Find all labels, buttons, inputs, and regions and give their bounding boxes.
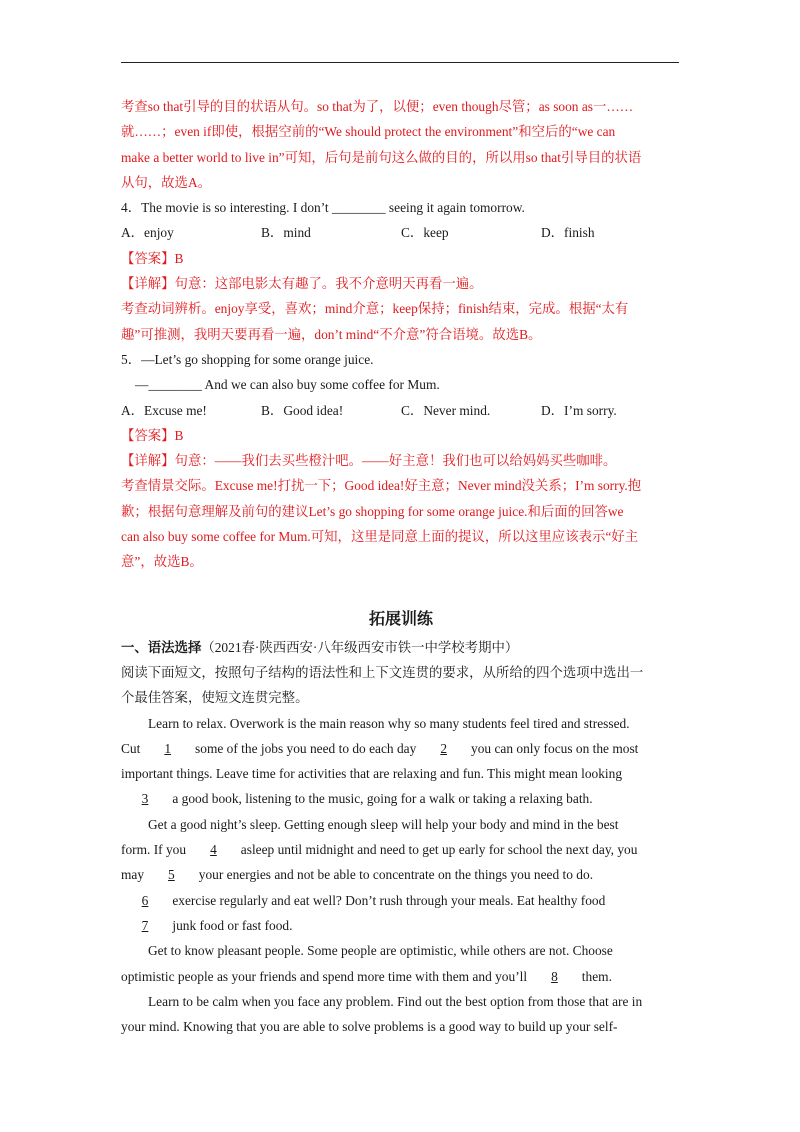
- q5-stem-1: 5．—Let’s go shopping for some orange juice.: [121, 351, 374, 367]
- passage-line: [121, 888, 681, 913]
- q4-explain-line: 【详解】句意：这部电影太有趣了。我不介意明天再看一遍。: [121, 276, 483, 292]
- blank-8[interactable]: 8: [551, 968, 558, 984]
- passage-text: asleep until midnight and need to get up early for school the next day, you: [237, 842, 638, 858]
- q5-options: [121, 398, 681, 423]
- q5-explain-line: can also buy some coffee for Mum.可知，这里是同意上面的提议，所以这里应该表示“好主: [121, 529, 639, 545]
- q4-option-a: A．enjoy: [121, 225, 174, 241]
- passage-line: Learn to be calm when you face any problem. Find out the best option from those that are in: [148, 993, 643, 1009]
- passage-text: them.: [578, 968, 612, 984]
- blank-2[interactable]: 2: [440, 740, 448, 756]
- q5-explain-line: 歉；根据句意理解及前句的建议Let’s go shopping for some orange juice.和后面的回答we: [121, 503, 624, 519]
- q3-explain-line: 就……；even if即使，根据空前的“We should protect the environment”和空后的“we can: [121, 124, 616, 140]
- blank-1[interactable]: 1: [164, 740, 172, 756]
- q4-answer: 【答案】B: [121, 250, 184, 266]
- blank-3[interactable]: 3: [141, 791, 149, 807]
- passage-text: a good book, listening to the music, going for a walk or taking a relaxing bath.: [169, 791, 593, 807]
- header-rule: [121, 62, 679, 63]
- passage-line: your mind. Knowing that you are able to solve problems is a good way to build up your self-: [121, 1019, 618, 1035]
- passage-text: Cut: [121, 740, 144, 756]
- instruction-line: 阅读下面短文，按照句子结构的语法性和上下文连贯的要求，从所给的四个选项中选出一: [121, 664, 644, 680]
- q3-explain-line: make a better world to live in”可知，后句是前句这么做的目的，所以用so that引导目的状语: [121, 149, 642, 165]
- passage-text: exercise regularly and eat well? Don’t rush through your meals. Eat healthy food: [169, 892, 606, 908]
- section-heading: [121, 635, 681, 660]
- q3-explain-line: 考查so that引导的目的状语从句。so that为了，以便；even though尽管；as soon as一……: [121, 99, 634, 114]
- q5-option-c: C．Never mind.: [401, 402, 491, 418]
- passage-line: [121, 913, 681, 938]
- passage-text: junk food or fast food.: [169, 917, 293, 933]
- passage-line: [121, 736, 681, 761]
- q5-answer: 【答案】B: [121, 427, 184, 443]
- q4-option-d: D．finish: [541, 225, 595, 241]
- q4-explain-line: 考查动词辨析。enjoy享受，喜欢；mind介意；keep保持；finish结束，完成。根据“太有: [121, 301, 629, 317]
- passage-line: Learn to relax. Overwork is the main reason why so many students feel tired and stressed.: [148, 715, 630, 731]
- passage-text: your energies and not be able to concentrate on the things you need to do.: [195, 867, 594, 883]
- q5-option-a: A．Excuse me!: [121, 402, 207, 418]
- blank-5[interactable]: 5: [168, 867, 175, 883]
- passage-line: important things. Leave time for activities that are relaxing and fun. This might mean looking: [121, 766, 623, 782]
- blank-6[interactable]: 6: [141, 892, 149, 908]
- passage-line: Get a good night’s sleep. Getting enough sleep will help your body and mind in the best: [148, 816, 619, 832]
- q5-explain-line: 意”，故选B。: [121, 554, 203, 570]
- section-title: 拓展训练: [368, 610, 433, 628]
- q4-options: [121, 220, 681, 245]
- q5-explain-line: 考查情景交际。Excuse me!打扰一下；Good idea!好主意；Never mind没关系；I’m sorry.抱: [121, 478, 642, 494]
- passage-text: may: [121, 867, 148, 883]
- page-content: [121, 94, 681, 1039]
- blank-4[interactable]: 4: [210, 842, 217, 858]
- q4-stem: 4．The movie is so interesting. I don’t ________ seeing it again tomorrow.: [121, 200, 525, 216]
- q5-option-d: D．I’m sorry.: [541, 402, 617, 418]
- blank-7[interactable]: 7: [141, 917, 149, 933]
- q5-option-b: B．Good idea!: [261, 402, 344, 418]
- section-heading-label: 一、语法选择: [121, 639, 202, 655]
- q5-explain-line: 【详解】句意：——我们去买些橙汁吧。——好主意！我们也可以给妈妈买些咖啡。: [121, 453, 617, 469]
- passage-line: [121, 786, 681, 811]
- passage-text: optimistic people as your friends and spend more time with them and you’ll: [121, 968, 531, 984]
- section-heading-source: （2021春·陕西西安·八年级西安市铁一中学校考期中）: [201, 639, 519, 655]
- passage-line: Get to know pleasant people. Some people are optimistic, while others are not. Choose: [148, 943, 613, 959]
- q4-option-c: C．keep: [401, 225, 449, 241]
- q3-explain-line: 从句，故选A。: [121, 174, 212, 190]
- passage-text: some of the jobs you need to do each day: [191, 740, 420, 756]
- passage-text: form. If you: [121, 842, 190, 858]
- q4-option-b: B．mind: [261, 225, 311, 241]
- passage-line: [121, 837, 681, 862]
- passage-text: you can only focus on the most: [467, 740, 639, 756]
- q5-stem-2: —________ And we can also buy some coffee for Mum.: [135, 377, 440, 393]
- passage-line: [121, 862, 681, 887]
- passage-line: [121, 964, 681, 989]
- instruction-line: 个最佳答案，使短文连贯完整。: [121, 690, 309, 706]
- q4-explain-line: 趣”可推测，我明天要再看一遍，don’t mind“不介意”符合语境。故选B。: [121, 326, 542, 342]
